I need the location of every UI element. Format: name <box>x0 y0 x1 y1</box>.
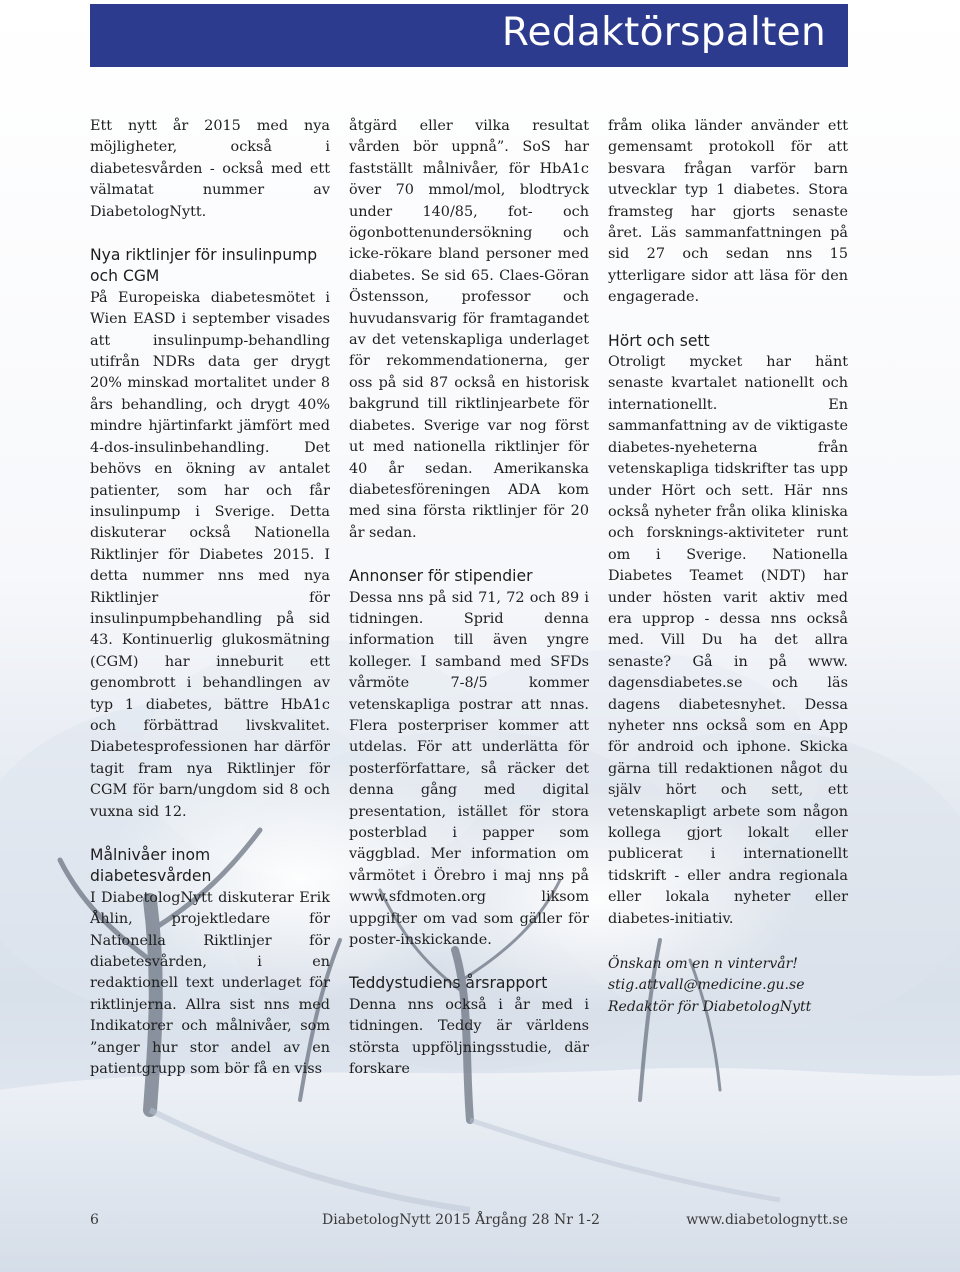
signature-wish: Önskan om en n vintervår! <box>608 956 798 973</box>
paragraph-malnivaer-cont: åtgärd eller vilka resultat vården bör uppnå”. SoS har fastställt målnivåer, för HbA1c över 70 mmol/mol, blodtryck under 140/85, fot- och ögonbottenundersökning och icke-rökare bland personer med diabetes. Se sid 65. Claes-Göran Östensson, professor och huvudansvarig för framtagandet av det vetenskapliga underlaget för rekommendationerna, ger oss på sid 87 också en historisk bakgrund till riktlinjearbete för diabetes. Sverige var nog först ut med nationella riktlinjer för 40 år sedan. Amerikanska diabetesföreningen ADA kom med sina första riktlinjer för 20 år sedan. <box>349 118 589 541</box>
signature-email[interactable]: stig.attvall@medicine.gu.se <box>608 977 805 994</box>
paragraph-insulinpump: På Europeiska diabetesmötet i Wien EASD i september visades att insulinpump-behandling utifrån NDRs data ger drygt 20% minskad mortalitet under 8 års behandling, och drygt 40% mindre hjärtinfarkt jämfört med 4-dos-insulinbehandling. Det behövs en ökning av antalet patienter, som har och får insulinpump i Sverige. Detta diskuterar också Nationella Riktlinjer för Diabetes 2015. I detta nummer nns med nya Riktlinjer för insulinpumpbehandling på sid 43. Kontinuerlig glukosmätning (CGM) har inneburit ett genombrott i behandlingen av typ 1 diabetes, bättre HbA1c och förbättrad livskvalitet. Diabetesprofessionen har därför tagit fram nya Riktlinjer för CGM för barn/ungdom sid 8 och vuxna sid 12. <box>90 289 330 820</box>
column-1 <box>90 116 330 1080</box>
heading-hort-och-sett: Hört och sett <box>608 331 710 350</box>
paragraph-hort-och-sett: Otroligt mycket har hänt senaste kvartalet nationellt och internationellt. En sammanfattning av de viktigaste diabetes-nyeheterna från vetenskapliga tidskrifter tas upp under Hört och sett. Här nns också nyheter från olika kliniska och forsknings-aktiviteter runt om i Sverige. Nationella Diabetes Teamet (NDT) har under hösten varit aktiv med era upprop - dessa nns också med. Vill Du ha det allra senaste? Gå in på www. dagensdiabetes.se och läs dagens diabetesnyhet. Dessa nyheter nns också som en App för android och iphone. Skicka gärna till redaktionen något du själv hört och sett, ett vetenskapligt arbete som någon kollega gjort lokalt eller publicerat i internationellt tidskrift - eller andra regionala eller lokala nyheter eller diabetes-initiativ. <box>608 354 848 927</box>
signature-role: Redaktör för DiabetologNytt <box>608 998 812 1015</box>
header-banner <box>90 4 848 67</box>
heading-annonser: Annonser för stipendier <box>349 567 533 586</box>
website-link[interactable]: www.diabetolognytt.se <box>686 1212 848 1228</box>
page-number: 6 <box>90 1212 99 1228</box>
paragraph-teddy: Denna nns också i år med i tidningen. Teddy är världens största uppföljningsstudie, där forskare <box>349 996 589 1078</box>
heading-malnivaer: Målnivåer inom diabetesvården <box>90 846 212 886</box>
heading-insulinpump: Nya riktlinjer för insulinpump och CGM <box>90 246 318 286</box>
paragraph-malnivaer: I DiabetologNytt diskuterar Erik Åhlin, projektledare för Nationella Riktlinjer för diabetesvården, i en redaktionell text underlaget för riktlinjerna. Allra sist nns med Indikatorer och målnivåer, som ”anger hur stor andel av en patientgrupp som bör få en viss <box>90 889 330 1078</box>
intro-paragraph: Ett nytt år 2015 med nya möjligheter, också i diabetesvården - också med ett välmatat nummer av DiabetologNytt. <box>90 118 330 220</box>
paragraph-annonser: Dessa nns på sid 71, 72 och 89 i tidningen. Sprid denna information till även yngre kolleger. I samband med SFDs vårmöte 7-8/5 kommer vetenskapliga postrar att nnas. Flera posterpriser kommer att utdelas. För att underlätta för posterförfattare, så räcker det denna gång med digital presentation, istället för stora posterblad i papper som väggblad. Mer information om vårmötet i Örebro i maj nns på www.sfdmoten.org liksom uppgifter om vad som gäller för poster-inskickande. <box>349 589 589 949</box>
page-title: Redaktörspalten <box>501 10 826 55</box>
column-3 <box>608 116 848 1018</box>
publication-info: DiabetologNytt 2015 Årgång 28 Nr 1-2 <box>322 1212 600 1228</box>
heading-teddy: Teddystudiens årsrapport <box>349 974 548 993</box>
signature-block <box>608 954 848 1018</box>
page-footer <box>90 1212 848 1232</box>
column-2 <box>349 116 589 1080</box>
paragraph-teddy-cont: fråm olika länder använder ett gemensamt protokoll för att besvara frågan varför barn utvecklar typ 1 diabetes. Stora framsteg har gjorts senaste året. Läs sammanfattningen på sid 27 och sedan nns 15 ytterligare sidor att läsa för den engagerade. <box>608 118 848 306</box>
